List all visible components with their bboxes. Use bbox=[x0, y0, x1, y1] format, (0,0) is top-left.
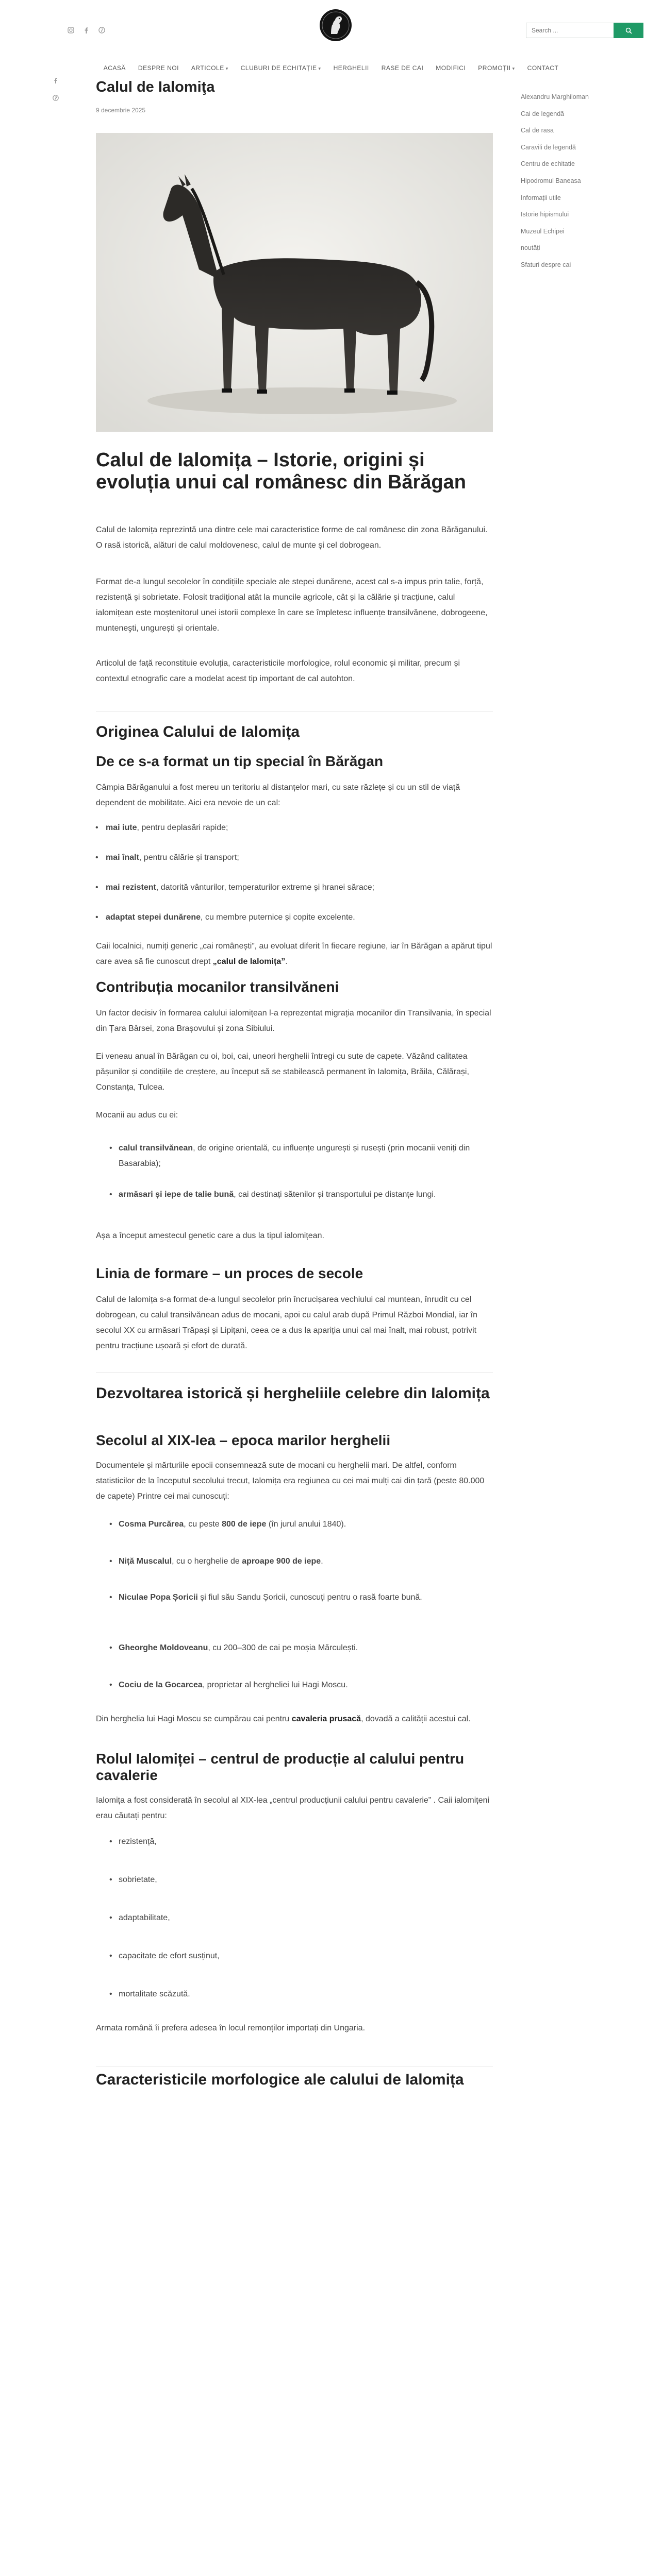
list-item: • Niță Muscalul, cu o herghelie de aproape 900 de iepe. bbox=[119, 1554, 490, 1569]
heading-morphology: Caracteristicile morfologice ale calului de Ialomița bbox=[96, 2071, 464, 2088]
nav-item-cluburi[interactable]: CLUBURI DE ECHITAȚIE ▾ bbox=[240, 64, 321, 72]
heading-why-baragan: De ce s-a format un tip special în Bărăgan bbox=[96, 753, 384, 769]
list-item: • Gheorghe Moldoveanu, cu 200–300 de cai pe moșia Mărculești. bbox=[119, 1640, 490, 1656]
nav-item-modifici[interactable]: MODIFICI bbox=[436, 64, 466, 72]
sidebar-item[interactable]: Muzeul Echipei bbox=[521, 227, 565, 235]
intro-paragraph-2: Format de-a lungul secolelor în condițiile speciale ale stepei dunărene, acest cal s-a impus prin talie, forță, rezistență și sobrietate. Folosit tradițional atât la muncile agricole, cât și la călărie și tracțiune, calul ialomițean este moștenitorul unei istorii complexe în care se împletesc influențe transilvănene, dobrogeene, munteneşti, ungurești și orientale. bbox=[96, 578, 488, 633]
instagram-icon[interactable] bbox=[67, 27, 74, 34]
list-item: • capacitate de efort susținut, bbox=[119, 1948, 490, 1964]
site-logo[interactable] bbox=[320, 9, 352, 41]
list-item: • adaptabilitate, bbox=[119, 1910, 490, 1926]
nav-item-rase[interactable]: RASE DE CAI bbox=[381, 64, 424, 72]
nav-item-contact[interactable]: CONTACT bbox=[527, 64, 559, 72]
heading-history: Dezvoltarea istorică și hergheliile celebre din Ialomița bbox=[96, 1385, 490, 1402]
list-item: • mai rezistent, datorită vânturilor, temperaturilor extreme și hranei sărace; bbox=[106, 880, 487, 895]
list-item: • calul transilvănean, de origine orientală, cu influențe ungurești și rusești (prin mocanii veniți din Basarabia); bbox=[119, 1141, 490, 1172]
facebook-icon[interactable] bbox=[82, 27, 90, 34]
list-item: • Cociu de la Gocarcea, proprietar al hergheliei lui Hagi Moscu. bbox=[119, 1677, 490, 1693]
mocani-paragraph-1: Un factor decisiv în formarea calului ialomițean l-a reprezentat migrația mocanilor din Transilvania, în special din Țara Bârsei, zona Brașovului și zona Sibiului. bbox=[96, 1009, 491, 1033]
post-date: 9 decembrie 2025 bbox=[96, 107, 146, 114]
why-paragraph-2: Caii localnici, numiți generic „cai românești”, au evoluat diferit în fiecare regiune, iar în Bărăgan a apărut tipul care avea să fie cunoscut drept „calul de Ialomița”. bbox=[96, 942, 492, 966]
search-button[interactable] bbox=[614, 23, 643, 38]
mocani-paragraph-3: Mocanii au adus cu ei: bbox=[96, 1111, 178, 1120]
nav-item-articole[interactable]: ARTICOLE ▾ bbox=[191, 64, 228, 72]
search-icon bbox=[625, 27, 632, 34]
pinterest-share-icon[interactable] bbox=[52, 95, 60, 103]
nav-item-herghelii[interactable]: HERGHELII bbox=[333, 64, 369, 72]
heading-xix: Secolul al XIX-lea – epoca marilor herghelii bbox=[96, 1432, 391, 1448]
list-item: • Niculae Popa Șoricii și fiul său Sandu Șoricii, cunoscuți pentru o rasă foarte bună. bbox=[119, 1590, 490, 1605]
horse-photo-placeholder bbox=[96, 2117, 493, 2576]
sidebar-item[interactable]: Hipodromul Baneasa bbox=[521, 177, 581, 184]
mocani-paragraph-2: Ei veneau anual în Bărăgan cu oi, boi, cai, uneori herghelii întregi cu sute de capete. Văzând calitatea pășunilor și condițiile de creștere, au început să se stabilească permanent în Ialomița, Brăila, Călărași, Constanța, Tulcea. bbox=[96, 1052, 469, 1092]
sidebar-categories bbox=[521, 89, 644, 274]
mocani-paragraph-4: Așa a început amestecul genetic care a dus la tipul ialomițean. bbox=[96, 1231, 324, 1240]
chevron-down-icon: ▾ bbox=[225, 66, 228, 71]
nav-item-despre-noi[interactable]: DESPRE NOI bbox=[138, 64, 179, 72]
heading-role: Rolul Ialomiței – centrul de producție al calului pentru cavalerie bbox=[96, 1751, 465, 1783]
facebook-share-icon[interactable] bbox=[52, 77, 60, 86]
list-item: • rezistență, bbox=[119, 1834, 490, 1850]
sidebar-item[interactable]: Caravili de legendă bbox=[521, 143, 576, 151]
sidebar-item[interactable]: Sfaturi despre cai bbox=[521, 261, 571, 268]
main-nav bbox=[0, 58, 662, 78]
heading-origins: Originea Calului de Ialomița bbox=[96, 723, 300, 740]
hero-image-horse bbox=[96, 133, 493, 432]
chevron-down-icon: ▾ bbox=[512, 66, 515, 71]
site-header bbox=[0, 0, 662, 82]
list-item: • mai înalt, pentru călărie și transport; bbox=[106, 850, 487, 866]
nav-item-promotii[interactable]: PROMOȚII ▾ bbox=[478, 64, 515, 72]
sidebar-item[interactable]: Alexandru Marghiloman bbox=[521, 93, 589, 100]
nav-item-acasa[interactable]: ACASĂ bbox=[103, 64, 126, 72]
list-item: • mai iute, pentru deplasări rapide; bbox=[106, 820, 487, 836]
heading-forming: Linia de formare – un proces de secole bbox=[96, 1265, 363, 1281]
sidebar-item[interactable]: Centru de echitatie bbox=[521, 160, 575, 168]
list-item: • armăsari și iepe de talie bună, cai destinați sătenilor și transportului pe distanțe lungi. bbox=[119, 1187, 490, 1202]
heading-mocani: Contribuția mocanilor transilvăneni bbox=[96, 979, 339, 995]
sidebar-item[interactable]: noutăți bbox=[521, 244, 540, 252]
share-rail bbox=[52, 77, 60, 103]
xix-paragraph-1: Documentele și mărturiile epocii consemnează sute de mocani cu herghelii mari. De altfel, conform statisticilor de la începutul secolului trecut, Ialomița era regiunea cu cei mai mulți cai din țară (peste 80.000 de capete) Printre cei mai cunoscuți: bbox=[96, 1461, 485, 1501]
intro-paragraph-1: Calul de Ialomița reprezintă una dintre cele mai caracteristice forme de cal românesc din zona Bărăganului. O rasă istorică, alături de calul moldovenesc, calul de munte și cel dobrogean. bbox=[96, 526, 488, 550]
pinterest-icon[interactable] bbox=[98, 27, 105, 34]
role-paragraph: Ialomița a fost considerată în secolul al XIX-lea „centrul producțiunii calului pentru cavalerie” . Caii ialomițeni erau căutați pentru: bbox=[96, 1796, 490, 1820]
role-paragraph-2: Armata română îi prefera adesea în locul remonților importați din Ungaria. bbox=[96, 2024, 366, 2032]
xix-paragraph-2: Din herghelia lui Hagi Moscu se cumpărau cai pentru cavaleria prusacă, dovadă a calității acestui cal. bbox=[96, 1715, 471, 1723]
page-title: Calul de Ialomiţa bbox=[96, 79, 215, 95]
intro-paragraph-3: Articolul de față reconstituie evoluția, caracteristicile morfologice, rolul economic și militar, precum și contextul etnografic care a modelat acest tip important de cal autohton. bbox=[96, 659, 460, 683]
forming-paragraph: Calul de Ialomița s-a format de-a lungul secolelor prin încrucișarea vechiului cal muntean, înrudit cu cel dobrogean, cu calul transilvănean adus de mocani, apoi cu calul arab după Primul Război Mondial, iar în secolul XX cu armăsari Trăpași și Lipițani, ceea ce a dus la apariția unui cal mai înalt, mai robust, potrivit pentru tracțiune ușoară și efort de durată. bbox=[96, 1295, 477, 1350]
chevron-down-icon: ▾ bbox=[318, 66, 321, 71]
list-item: • Cosma Purcărea, cu peste 800 de iepe (în jurul anului 1840). bbox=[119, 1517, 490, 1532]
sidebar-item[interactable]: Cai de legendă bbox=[521, 110, 565, 117]
list-item: • mortalitate scăzută. bbox=[119, 1987, 490, 2002]
why-paragraph: Câmpia Bărăganului a fost mereu un teritoriu al distanțelor mari, cu sate răzlețe și cu un stil de viață dependent de mobilitate. Aici era nevoie de un cal: bbox=[96, 783, 460, 807]
article-main-title: Calul de Ialomița – Istorie, origini și evoluția unui cal românesc din Bărăgan bbox=[96, 449, 466, 493]
list-item: • sobrietate, bbox=[119, 1872, 490, 1888]
list-item: • adaptat stepei dunărene, cu membre puternice și copite excelente. bbox=[106, 910, 487, 925]
article-title-top bbox=[96, 77, 493, 98]
sidebar-item[interactable]: Istorie hipismului bbox=[521, 211, 569, 218]
sidebar-item[interactable]: Informații utile bbox=[521, 194, 561, 201]
section-divider bbox=[96, 1372, 493, 1373]
search-input[interactable] bbox=[526, 23, 614, 38]
social-links bbox=[67, 27, 105, 34]
sidebar-item[interactable]: Cal de rasa bbox=[521, 127, 554, 134]
